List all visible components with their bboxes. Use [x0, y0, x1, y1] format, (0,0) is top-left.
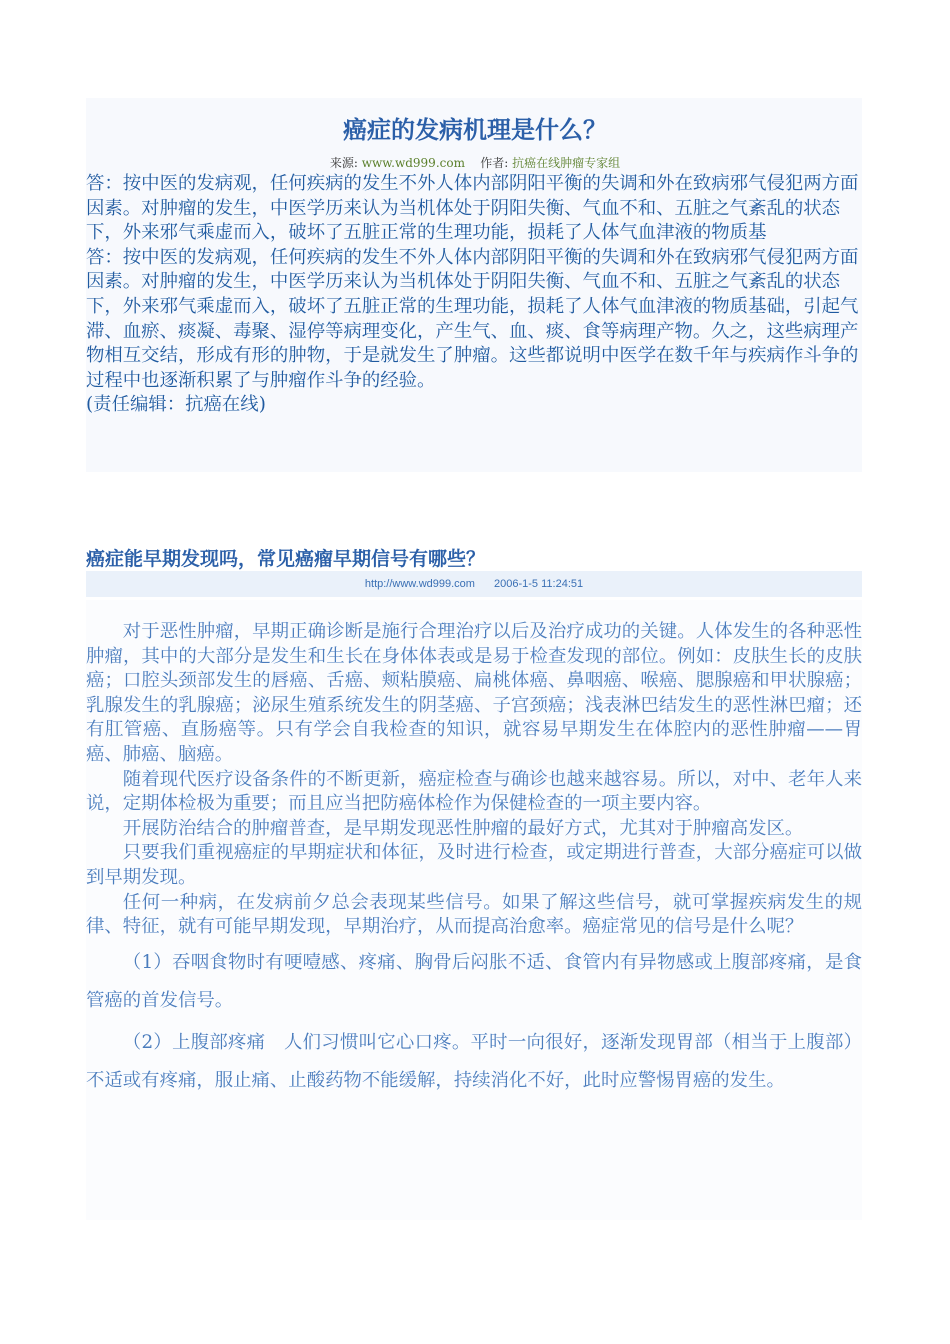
- article-1-paragraph: 答：按中医的发病观，任何疾病的发生不外人体内部阴阳平衡的失调和外在致病邪气侵犯两方面因素。对肿瘤的发生，中医学历来认为当机体处于阴阳失衡、气血不和、五脏之气紊乱的状态下，外来邪气乘虚而入，破坏了五脏正常的生理功能，损耗了人体气血津液的物质基: [86, 173, 859, 244]
- article-1-meta: [0, 154, 950, 171]
- article-2-paragraph: 只要我们重视癌症的早期症状和体征，及时进行检查，或定期进行普查，大部分癌症可以做到早期发现。: [86, 842, 862, 888]
- article-2-paragraph: 随着现代医疗设备条件的不断更新，癌症检查与确诊也越来越容易。所以，对中、老年人来说，定期体检极为重要；而且应当把防癌体检作为保健检查的一项主要内容。: [86, 768, 862, 815]
- source-label: 来源:: [329, 156, 358, 170]
- article-2-body: [86, 620, 862, 1100]
- article-1-paragraph: 答：按中医的发病观，任何疾病的发生不外人体内部阴阳平衡的失调和外在致病邪气侵犯两方面因素。对肿瘤的发生，中医学历来认为当机体处于阴阳失衡、气血不和、五脏之气紊乱的状态下，外来邪气乘虚而入，破坏了五脏正常的生理功能，损耗了人体气血津液的物质基础，引起气滞、血瘀、痰凝、毒聚、湿停等病理变化，产生气、血、痰、食等病理产物。久之，这些病理产物相互交结，形成有形的肿物，于是就发生了肿瘤。这些都说明中医学在数千年与疾病作斗争的过程中也逐渐积累了与肿瘤作斗争的经验。: [86, 246, 859, 391]
- author-label: 作者:: [480, 156, 509, 170]
- article-1-body: [86, 172, 862, 418]
- article-2-date: 2006-1-5 11:24:51: [494, 578, 584, 590]
- article-2-title: 癌症能早期发现吗，常见癌瘤早期信号有哪些？: [86, 548, 486, 570]
- article-1-title: 癌症的发病机理是什么？: [343, 116, 607, 144]
- source-link[interactable]: www.wd999.com: [361, 156, 465, 170]
- article-2-meta: [86, 571, 862, 597]
- article-2-paragraph: （2）上腹部疼痛 人们习惯叫它心口疼。平时一向很好，逐渐发现胃部（相当于上腹部）不适或有疼痛，服止痛、止酸药物不能缓解，持续消化不好，此时应警惕胃癌的发生。: [86, 1031, 862, 1091]
- article-2-paragraph: 任何一种病，在发病前夕总会表现某些信号。如果了解这些信号，就可掌握疾病发生的规律、特征，就有可能早期发现，早期治疗，从而提高治愈率。癌症常见的信号是什么呢？: [86, 891, 862, 938]
- article-2-paragraph: 开展防治结合的肿瘤普查，是早期发现恶性肿瘤的最好方式，尤其对于肿瘤高发区。: [122, 817, 804, 839]
- article-2-paragraph: （1）吞咽食物时有哽噎感、疼痛、胸骨后闷胀不适、食管内有异物感或上腹部疼痛，是食管癌的首发信号。: [86, 951, 862, 1011]
- article-2-url[interactable]: http://www.wd999.com: [364, 578, 475, 590]
- article-2-paragraph: 对于恶性肿瘤，早期正确诊断是施行合理治疗以后及治疗成功的关键。人体发生的各种恶性肿瘤，其中的大部分是发生和生长在身体体表或是易于检查发现的部位。例如：皮肤生长的皮肤癌；口腔头颈部发生的唇癌、舌癌、颊粘膜癌、扁桃体癌、鼻咽癌、喉癌、腮腺癌和甲状腺癌；乳腺发生的乳腺癌；泌尿生殖系统发生的阴茎癌、子宫颈癌；浅表淋巴结发生的恶性淋巴瘤；还有肛管癌、直肠癌等。只有学会自我检查的知识，就容易早期发生在体腔内的恶性肿瘤——胃癌、肺癌、脑癌。: [86, 621, 862, 765]
- author-value: 抗癌在线肿瘤专家组: [512, 156, 621, 170]
- article-1-editor: (责任编辑：抗癌在线): [86, 394, 266, 416]
